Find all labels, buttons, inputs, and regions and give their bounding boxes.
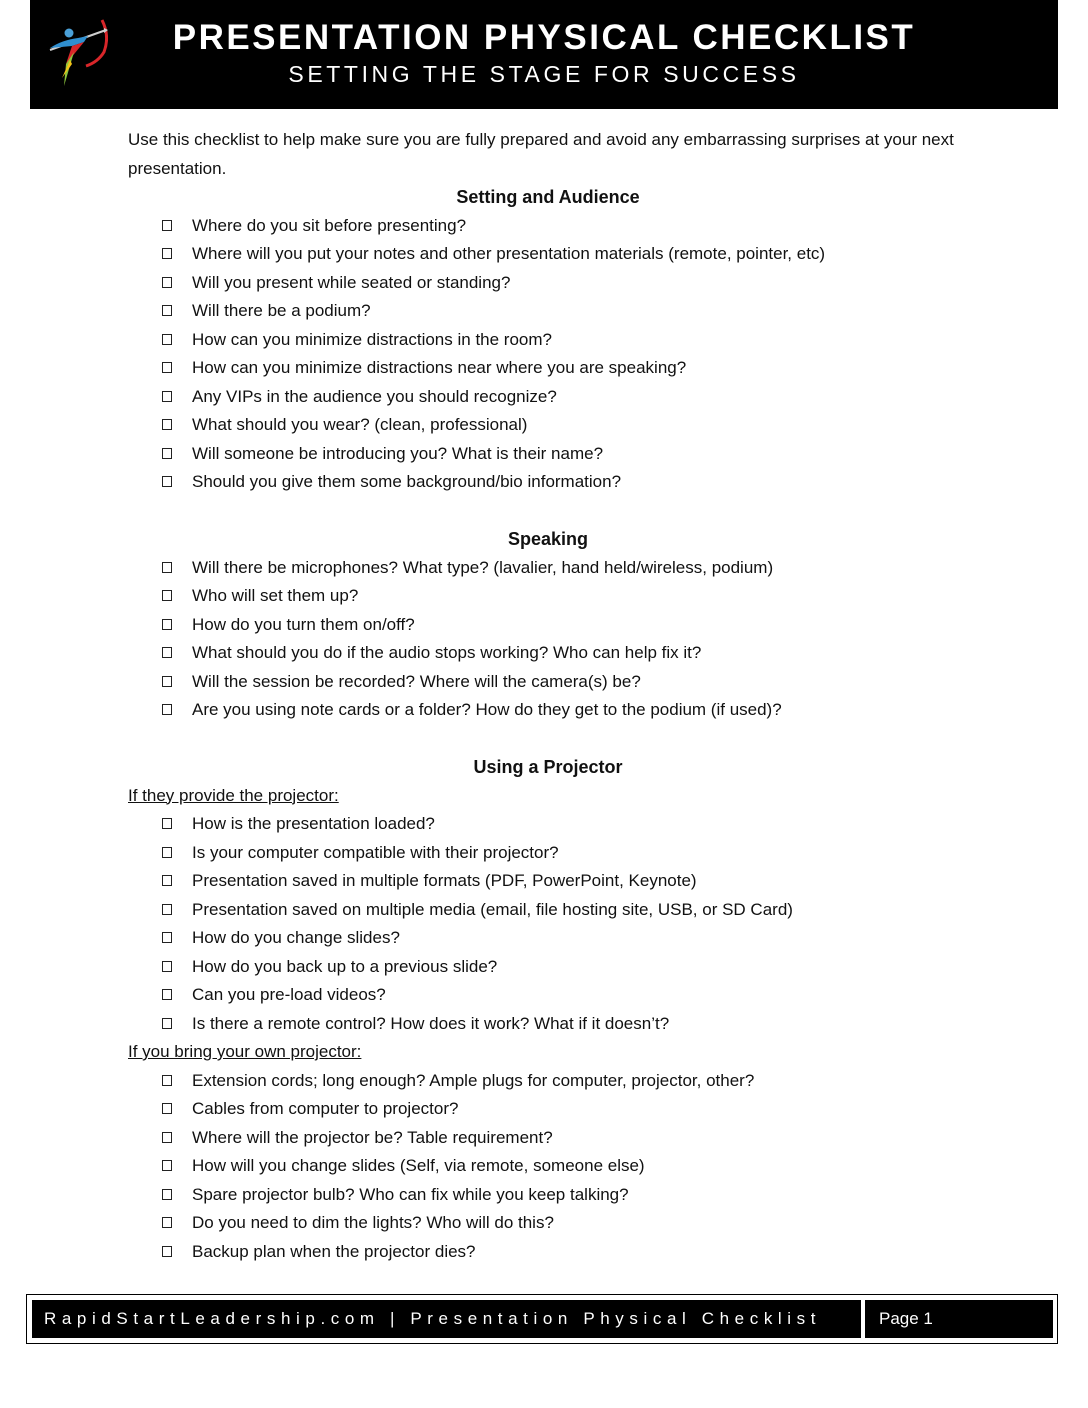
checklist-item-text: Is there a remote control? How does it work? What if it doesn’t? [192,1013,670,1033]
checklist-item-text: Extension cords; long enough? Ample plugs for computer, projector, other? [192,1070,755,1090]
checkbox-icon[interactable] [162,305,172,316]
checklist-item [128,896,968,925]
checkbox-icon[interactable] [162,590,172,601]
checklist-item-text: Will there be microphones? What type? (lavalier, hand held/wireless, podium) [192,557,774,577]
checklist-item [128,1067,968,1096]
checklist-item [128,696,968,725]
section-title-setting: Setting and Audience [456,187,640,207]
checklist-item [128,468,968,497]
intro-paragraph: Use this checklist to help make sure you are fully prepared and avoid any embarrassing surprises at your next presentation. [128,130,954,178]
checklist-item-text: How do you change slides? [192,928,400,947]
checklist-item [128,839,968,868]
checklist-item [128,1152,968,1181]
own-projector-list [128,1067,968,1267]
checklist-item-text: Do you need to dim the lights? Who will do this? [192,1213,554,1232]
checkbox-icon[interactable] [162,619,172,630]
checkbox-icon[interactable] [162,961,172,972]
checklist-item [128,582,968,611]
checkbox-icon[interactable] [162,277,172,288]
checklist-item-text: How will you change slides (Self, via remote, someone else) [192,1156,645,1175]
checklist-item [128,212,968,241]
checkbox-icon[interactable] [162,1160,172,1171]
checklist-item-text: Will the session be recorded? Where will the camera(s) be? [192,671,641,691]
provided-projector-label: If they provide the projector: [128,785,339,805]
checklist-item-text: Is your computer compatible with their projector? [192,842,559,862]
checklist-item [128,953,968,982]
checklist-item-text: How do you turn them on/off? [192,614,415,634]
checklist-item-text: Will there be a podium? [192,301,371,320]
checkbox-icon[interactable] [162,647,172,658]
speaking-list [128,554,968,725]
checkbox-icon[interactable] [162,1246,172,1257]
checkbox-icon[interactable] [162,334,172,345]
checklist-item [128,668,968,697]
checklist-item [128,639,968,668]
checkbox-icon[interactable] [162,419,172,430]
checklist-item-text: Presentation saved in multiple formats (PDF, PowerPoint, Keynote) [192,871,697,890]
checklist-item-text: Should you give them some background/bio information? [192,472,622,491]
checklist-item [128,924,968,953]
page-footer [26,1294,1058,1344]
checkbox-icon[interactable] [162,248,172,259]
checklist-item-text: Presentation saved on multiple media (email, file hosting site, USB, or SD Card) [192,899,793,919]
checkbox-icon[interactable] [162,220,172,231]
checkbox-icon[interactable] [162,847,172,858]
checkbox-icon[interactable] [162,1075,172,1086]
checklist-item [128,383,968,412]
checkbox-icon[interactable] [162,904,172,915]
checklist-item-text: How is the presentation loaded? [192,814,435,833]
own-projector-label: If you bring your own projector: [128,1042,362,1061]
checklist-item [128,1010,968,1039]
checklist-item-text: Where will the projector be? Table requirement? [192,1127,553,1147]
checklist-item [128,611,968,640]
checklist-item [128,440,968,469]
checklist-item-text: Can you pre-load videos? [192,985,386,1004]
checklist-item [128,554,968,583]
checkbox-icon[interactable] [162,932,172,943]
checklist-item [128,810,968,839]
section-title-projector: Using a Projector [473,757,623,777]
footer-site-title: RapidStartLeadership.com | Presentation Physical Checklist [32,1300,861,1338]
checklist-item-text: Who will set them up? [192,586,359,605]
checkbox-icon[interactable] [162,1018,172,1029]
section-title-speaking: Speaking [507,529,589,549]
checkbox-icon[interactable] [162,875,172,886]
setting-list [128,212,968,497]
checklist-item-text: Backup plan when the projector dies? [192,1241,476,1261]
checkbox-icon[interactable] [162,989,172,1000]
checkbox-icon[interactable] [162,818,172,829]
checklist-item-text: Will someone be introducing you? What is their name? [192,443,604,463]
provided-projector-list [128,810,968,1038]
checklist-item [128,411,968,440]
document-subtitle: SETTING THE STAGE FOR SUCCESS [288,61,800,87]
checklist-item [128,981,968,1010]
checklist-item [128,326,968,355]
checklist-item [128,1181,968,1210]
checklist-item [128,297,968,326]
checkbox-icon[interactable] [162,476,172,487]
checkbox-icon[interactable] [162,1217,172,1228]
checklist-item [128,1124,968,1153]
page-header [30,0,1058,109]
checklist-item [128,269,968,298]
checklist-item [128,354,968,383]
checkbox-icon[interactable] [162,1103,172,1114]
checkbox-icon[interactable] [162,676,172,687]
checklist-item-text: Are you using note cards or a folder? How do they get to the podium (if used)? [192,700,782,719]
checklist-item-text: Cables from computer to projector? [192,1099,459,1118]
checklist-item-text: Any VIPs in the audience you should recognize? [192,386,557,406]
checklist-item [128,1238,968,1267]
checklist-item-text: How can you minimize distractions in the room? [192,329,552,349]
checklist-item [128,1209,968,1238]
checklist-item-text: What should you wear? (clean, professional) [192,415,528,434]
checklist-item-text: Spare projector bulb? Who can fix while you keep talking? [192,1184,629,1204]
footer-page-number: Page 1 [865,1300,1053,1338]
checkbox-icon[interactable] [162,391,172,402]
checklist-item [128,240,968,269]
checkbox-icon[interactable] [162,704,172,715]
checklist-item-text: How can you minimize distractions near where you are speaking? [192,358,687,377]
checklist-item [128,1095,968,1124]
checklist-item-text: Where will you put your notes and other presentation materials (remote, pointer, etc) [192,244,826,263]
checkbox-icon[interactable] [162,1132,172,1143]
checklist-item-text: What should you do if the audio stops working? Who can help fix it? [192,643,702,662]
checklist-item [128,867,968,896]
checklist-item-text: Will you present while seated or standing? [192,272,511,292]
checkbox-icon[interactable] [162,1189,172,1200]
checkbox-icon[interactable] [162,362,172,373]
document-title: PRESENTATION PHYSICAL CHECKLIST [172,18,916,57]
checklist-item-text: Where do you sit before presenting? [192,215,467,235]
checkbox-icon[interactable] [162,562,172,573]
checklist-body [128,126,968,1266]
checkbox-icon[interactable] [162,448,172,459]
checklist-item-text: How do you back up to a previous slide? [192,956,498,976]
